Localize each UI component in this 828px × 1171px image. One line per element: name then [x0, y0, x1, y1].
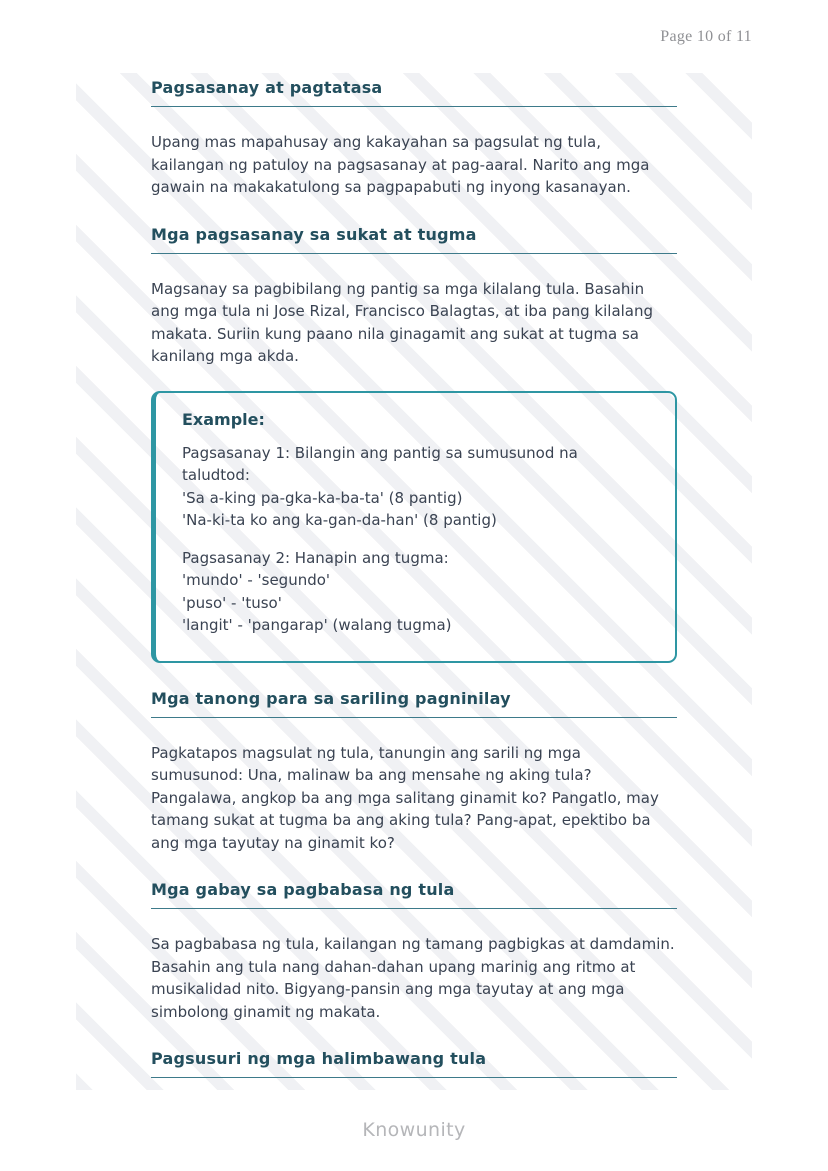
example-line: 'mundo' - 'segundo': [182, 571, 331, 589]
example-box-title: Example:: [182, 409, 265, 429]
example-exercise-1: [182, 442, 649, 532]
section-paragraph: Magsanay sa pagbibilang ng pantig sa mga kilalang tula. Basahin ang mga tula ni Jose Rizal, Francisco Balagtas, at iba pang kilalang makata. Suriin kung paano nila ginagamit ang sukat at tugma sa kanilang mga akda.: [151, 279, 654, 365]
knowunity-brand-label: Knowunity: [362, 1119, 466, 1141]
section-heading-pagsasanay-at-pagtatasa: Pagsasanay at pagtatasa: [151, 78, 677, 107]
example-line: 'Sa a-king pa-gka-ka-ba-ta' (8 pantig): [182, 488, 463, 507]
example-exercise-2: [182, 547, 649, 637]
section-heading-mga-pagsasanay-sa-sukat-at-tugma: Mga pagsasanay sa sukat at tugma: [151, 225, 677, 254]
document-content-area: [76, 73, 752, 1090]
example-line: 'Na-ki-ta ko ang ka-gan-da-han' (8 pantig): [182, 511, 497, 529]
example-line: 'langit' - 'pangarap' (walang tugma): [182, 616, 452, 634]
page-footer: [0, 1119, 828, 1141]
section-paragraph: Pagkatapos magsulat ng tula, tanungin ang sarili ng mga sumusunod: Una, malinaw ba ang mensahe ng aking tula? Pangalawa, angkop ba ang mga salitang ginamit ko? Pangatlo, may tamang sukat at tugma ba ang aking tula? Pang-apat, epektibo ba ang mga tayutay na ginamit ko?: [151, 743, 659, 852]
section-heading-mga-tanong-para-sa-sariling-pagninilay: Mga tanong para sa sariling pagninilay: [151, 689, 677, 718]
section-paragraph: Upang mas mapahusay ang kakayahan sa pagsulat ng tula, kailangan ng patuloy na pagsasanay at pag-aaral. Narito ang mga gawain na makakatulong sa pagpapabuti ng inyong kasanayan.: [151, 133, 650, 196]
example-line: Pagsasanay 1: Bilangin ang pantig sa sumusunod na taludtod:: [182, 443, 578, 484]
example-callout-box: [151, 391, 677, 663]
example-line: 'puso' - 'tuso': [182, 593, 282, 612]
page-number-indicator: Page 10 of 11: [660, 28, 752, 45]
section-paragraph: Sa pagbabasa ng tula, kailangan ng tamang pagbigkas at damdamin. Basahin ang tula nang dahan-dahan upang marinig ang ritmo at musikalidad nito. Bigyang-pansin ang mga tayutay at ang mga simbolong ginamit ng makata.: [151, 935, 675, 1021]
example-line: Pagsasanay 2: Hanapin ang tugma:: [182, 548, 449, 567]
section-heading-mga-gabay-sa-pagbabasa-ng-tula: Mga gabay sa pagbabasa ng tula: [151, 880, 677, 909]
section-heading-pagsusuri-ng-mga-halimbawang-tula: Pagsusuri ng mga halimbawang tula: [151, 1049, 677, 1078]
